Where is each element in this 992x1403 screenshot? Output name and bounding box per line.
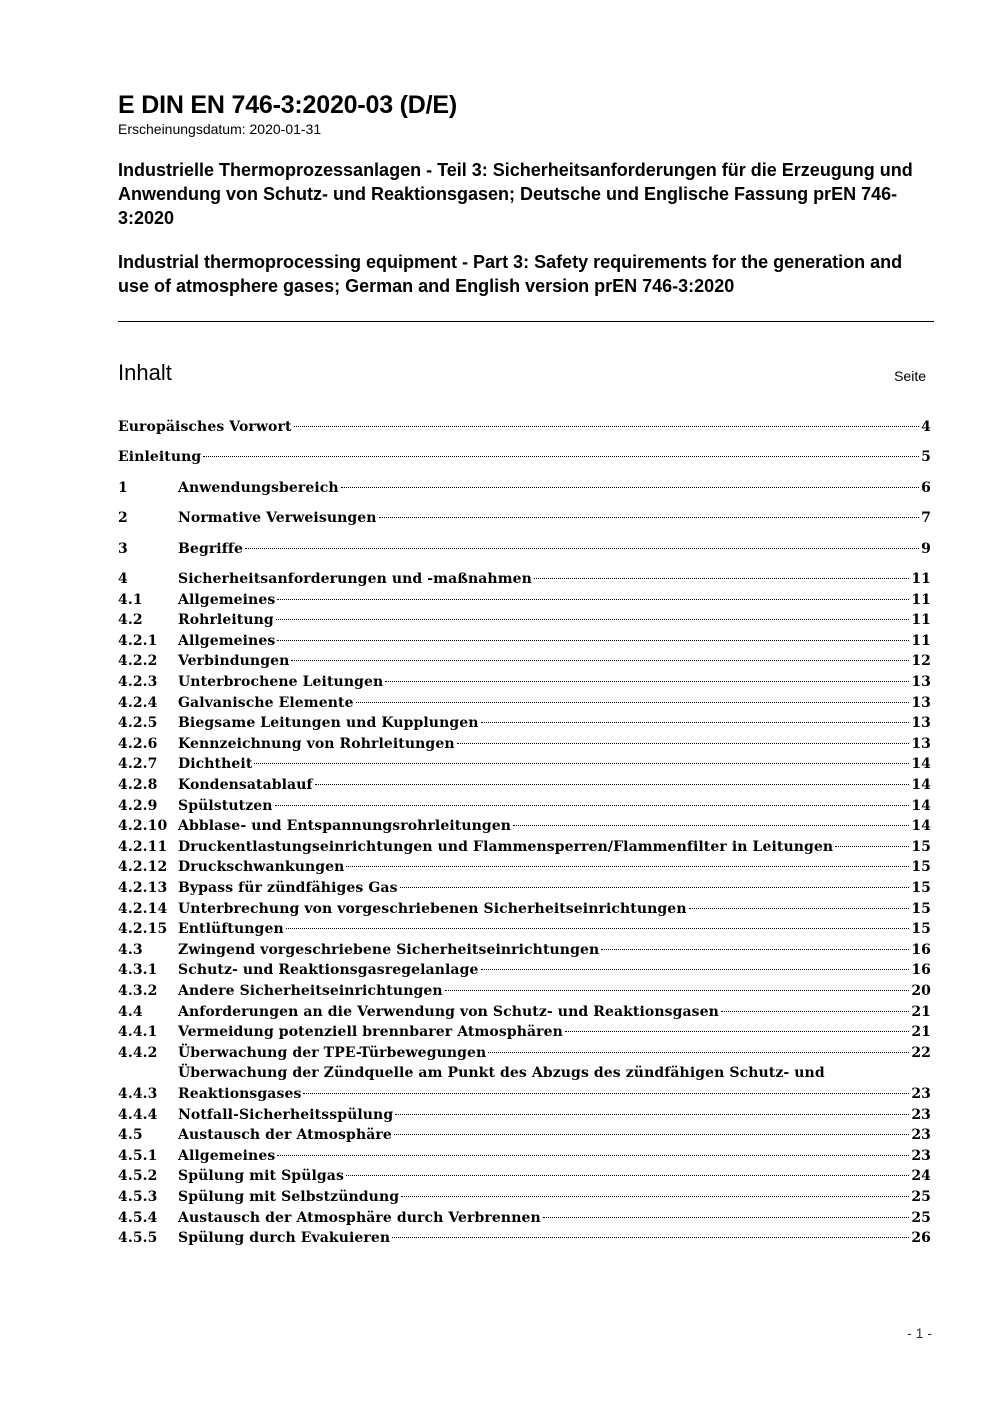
toc-entry-page: 23 xyxy=(911,1106,931,1123)
toc-entry-page: 24 xyxy=(911,1168,931,1185)
toc-entry-page: 25 xyxy=(911,1209,931,1226)
toc-dot-leader xyxy=(721,1011,909,1012)
toc-entry-number: 4.2.4 xyxy=(118,694,158,711)
title-german: Industrielle Thermoprozessanlagen - Teil 3: Sicherheitsanforderungen für die Erzeugung und Anwendung von Schutz- und Reaktionsgasen; Deutsche und Englische Fassung prEN 746-3:2020 xyxy=(118,160,913,228)
toc-entry[interactable] xyxy=(118,960,931,981)
toc-entry-title: Rohrleitung xyxy=(178,612,274,629)
toc-entry-number: 4.2 xyxy=(118,612,143,629)
toc-entry[interactable] xyxy=(118,837,931,858)
toc-dot-leader xyxy=(601,949,909,950)
toc-entry-number: 4.5 xyxy=(118,1127,143,1144)
toc-entry-number: 4.4.4 xyxy=(118,1106,158,1123)
toc-entry-page: 13 xyxy=(911,674,931,690)
toc-entry[interactable] xyxy=(118,1022,931,1043)
toc-entry[interactable] xyxy=(118,1002,931,1023)
toc-dot-leader xyxy=(513,825,909,826)
toc-entry-page: 13 xyxy=(911,735,931,752)
toc-entry-number: 4.2.12 xyxy=(118,859,168,876)
toc-entry-number: 4.4.1 xyxy=(118,1024,158,1041)
toc-entry-page: 23 xyxy=(911,1127,931,1144)
toc-entry-title: Allgemeines xyxy=(178,591,276,608)
toc-dot-leader xyxy=(245,548,919,549)
toc-dot-leader xyxy=(689,908,910,909)
toc-dot-leader xyxy=(481,969,910,970)
toc-entry-page: 25 xyxy=(911,1189,931,1205)
toc-entry-page: 15 xyxy=(911,859,931,876)
toc-entry-page: 21 xyxy=(911,1003,931,1020)
toc-entry-title: Abblase- und Entspannungsrohrleitungen xyxy=(178,818,512,835)
toc-dot-leader xyxy=(401,1196,909,1197)
toc-entry[interactable] xyxy=(118,1125,931,1146)
toc-entry-title: Vermeidung potenziell brennbarer Atmosphären xyxy=(178,1024,563,1041)
toc-entry-title: Allgemeines xyxy=(178,1147,276,1164)
toc-entry-number: 4.5.1 xyxy=(118,1147,158,1164)
toc-entry-number: 4.4.2 xyxy=(118,1044,158,1061)
title-divider xyxy=(118,321,934,322)
toc-entry-page: 5 xyxy=(921,449,931,466)
toc-entry[interactable] xyxy=(118,857,931,878)
toc-entry-page: 15 xyxy=(911,838,931,855)
toc-entry-number: 4.5.5 xyxy=(118,1230,158,1247)
toc-entry-number: 4.3.1 xyxy=(118,962,158,979)
toc-dot-leader xyxy=(565,1031,909,1032)
toc-dot-leader xyxy=(379,517,920,518)
toc-entry[interactable] xyxy=(118,447,931,468)
toc-entry-number: 1 xyxy=(118,479,128,496)
toc-entry[interactable] xyxy=(118,417,931,438)
toc-entry[interactable] xyxy=(118,631,931,652)
toc-entry-number: 4 xyxy=(118,571,128,587)
toc-dot-leader xyxy=(286,928,910,929)
toc-dot-leader xyxy=(481,722,910,723)
toc-dot-leader xyxy=(254,763,909,764)
toc-dot-leader xyxy=(356,702,910,703)
toc-entry[interactable] xyxy=(118,1043,931,1064)
toc-entry-number: 4.5.4 xyxy=(118,1209,158,1226)
toc-entry-page: 15 xyxy=(911,921,931,938)
toc-heading: Inhalt xyxy=(118,360,172,385)
toc-entry[interactable] xyxy=(118,1146,931,1167)
toc-entry-title: Unterbrechung von vorgeschriebenen Sicherheitseinrichtungen xyxy=(178,900,687,917)
toc-entry[interactable] xyxy=(118,610,931,631)
toc-entry-number: 4.2.5 xyxy=(118,715,158,732)
toc-entry-page: 9 xyxy=(921,540,931,557)
toc-entry-number: 4.2.3 xyxy=(118,674,158,690)
toc-entry[interactable] xyxy=(118,878,931,899)
toc-entry-number: 4.5.2 xyxy=(118,1168,158,1185)
toc-entry[interactable] xyxy=(118,713,931,734)
toc-entry[interactable] xyxy=(118,590,931,611)
toc-dot-leader xyxy=(276,619,910,620)
toc-entry-page: 4 xyxy=(921,419,931,435)
toc-dot-leader xyxy=(395,1114,909,1115)
toc-entry-number: 4.2.11 xyxy=(118,838,168,855)
toc-entry-page: 23 xyxy=(911,1085,931,1102)
toc-dot-leader xyxy=(400,887,910,888)
toc-dot-leader xyxy=(277,599,909,600)
toc-entry-page: 20 xyxy=(911,983,931,999)
toc-entry-page: 21 xyxy=(911,1024,931,1041)
toc-entry-title: Austausch der Atmosphäre durch Verbrennen xyxy=(178,1209,541,1226)
document-id: E DIN EN 746-3:2020-03 (D/E) xyxy=(118,91,457,119)
toc-entry-number: 3 xyxy=(118,540,128,557)
toc-page-column-label: Seite xyxy=(894,368,926,384)
toc-entry-title: Anforderungen an die Verwendung von Schutz- und Reaktionsgasen xyxy=(178,1003,719,1020)
toc-entry-number: 4.2.2 xyxy=(118,653,158,670)
toc-dot-leader xyxy=(294,426,920,427)
toc-entry-number: 4.3 xyxy=(118,941,143,958)
title-english: Industrial thermoprocessing equipment - Part 3: Safety requirements for the generation and use of atmosphere gases; German and English version prEN 746-3:2020 xyxy=(118,252,903,296)
toc-entry-page: 23 xyxy=(911,1147,931,1164)
toc-entry-title: Begriffe xyxy=(178,540,243,557)
toc-dot-leader xyxy=(488,1052,909,1053)
toc-entry-title-continued: Reaktionsgases xyxy=(178,1085,302,1102)
toc-entry-number: 4.3.2 xyxy=(118,983,158,999)
toc-entry-page: 11 xyxy=(911,591,931,608)
toc-entry-title: Spülung mit Spülgas xyxy=(178,1168,344,1185)
toc-entry[interactable] xyxy=(118,672,931,693)
toc-entry[interactable] xyxy=(118,1166,931,1187)
toc-entry-title: Austausch der Atmosphäre xyxy=(178,1127,392,1144)
toc-entry-number: 4.2.1 xyxy=(118,632,158,649)
toc-entry-title: Spülung mit Selbstzündung xyxy=(178,1189,400,1205)
toc-dot-leader xyxy=(346,1175,909,1176)
toc-dot-leader xyxy=(457,743,910,744)
toc-entry-number: 2 xyxy=(118,510,128,527)
toc-entry[interactable] xyxy=(118,940,931,961)
toc-entry-page: 13 xyxy=(911,694,931,711)
toc-entry[interactable] xyxy=(118,1228,931,1249)
toc-entry-title: Sicherheitsanforderungen und -maßnahmen xyxy=(178,571,532,587)
toc-entry-page: 14 xyxy=(911,756,931,773)
toc-dot-leader xyxy=(445,990,910,991)
toc-entry-title: Überwachung der TPE-Türbewegungen xyxy=(178,1044,487,1061)
toc-entry[interactable] xyxy=(118,734,931,755)
toc-dot-leader xyxy=(385,681,909,682)
toc-entry[interactable] xyxy=(118,775,931,796)
toc-entry-page: 14 xyxy=(911,777,931,793)
toc-dot-leader xyxy=(203,456,919,457)
toc-dot-leader xyxy=(277,640,909,641)
toc-entry-page: 26 xyxy=(911,1230,931,1247)
toc-entry-title: Unterbrochene Leitungen xyxy=(178,674,384,690)
toc-entry-title: Dichtheit xyxy=(178,756,253,773)
toc-entry[interactable] xyxy=(118,816,931,837)
toc-entry-title: Spülstutzen xyxy=(178,797,273,814)
toc-entry[interactable] xyxy=(118,508,931,529)
toc-dot-leader xyxy=(341,487,919,488)
toc-entry-title: Biegsame Leitungen und Kupplungen xyxy=(178,715,479,732)
toc-entry-number: 4.2.10 xyxy=(118,818,168,835)
toc-entry[interactable] xyxy=(118,899,931,920)
toc-entry-title: Einleitung xyxy=(118,449,202,466)
toc-entry-page: 16 xyxy=(911,941,931,958)
toc-entry-page: 7 xyxy=(921,510,931,527)
toc-entry-title: Druckentlastungseinrichtungen und Flammensperren/Flammenfilter in Leitungen xyxy=(178,838,834,855)
page-number: - 1 - xyxy=(907,1325,932,1341)
toc-entry-page: 12 xyxy=(911,653,931,670)
toc-dot-leader xyxy=(534,578,909,579)
toc-entry-number: 4.5.3 xyxy=(118,1189,158,1205)
toc-entry-page: 14 xyxy=(911,818,931,835)
toc-entry-number: 4.2.9 xyxy=(118,797,158,814)
toc-entry-page: 11 xyxy=(911,571,931,587)
toc-dot-leader xyxy=(543,1217,910,1218)
toc-entry-title: Druckschwankungen xyxy=(178,859,345,876)
toc-entry-page: 11 xyxy=(911,612,931,629)
toc-entry-page: 15 xyxy=(911,880,931,896)
toc-entry-number: 4.4.3 xyxy=(118,1085,158,1102)
toc-entry-page: 13 xyxy=(911,715,931,732)
toc-dot-leader xyxy=(394,1134,909,1135)
toc-dot-leader xyxy=(277,1155,909,1156)
toc-entry-number: 4.4 xyxy=(118,1003,143,1020)
toc-entry[interactable] xyxy=(118,569,931,590)
toc-entry-title: Galvanische Elemente xyxy=(178,694,354,711)
toc-entry-title: Kennzeichnung von Rohrleitungen xyxy=(178,735,455,752)
toc-entry-title: Spülung durch Evakuieren xyxy=(178,1230,391,1247)
toc-entry[interactable] xyxy=(118,796,931,817)
toc-dot-leader xyxy=(291,660,909,661)
toc-entry-title: Allgemeines xyxy=(178,632,276,649)
toc-entry-title: Bypass für zündfähiges Gas xyxy=(178,880,398,896)
toc-entry-title: Schutz- und Reaktionsgasregelanlage xyxy=(178,962,479,979)
toc-dot-leader xyxy=(315,784,910,785)
toc-dot-leader xyxy=(303,1093,909,1094)
toc-entry[interactable] xyxy=(118,478,931,499)
toc-dot-leader xyxy=(275,805,910,806)
toc-entry[interactable] xyxy=(118,1105,931,1126)
toc-entry-title: Entlüftungen xyxy=(178,921,284,938)
toc-dot-leader xyxy=(346,866,909,867)
toc-dot-leader xyxy=(835,846,909,847)
toc-entry-number: 4.2.13 xyxy=(118,880,168,896)
toc-entry-page: 22 xyxy=(911,1044,931,1061)
toc-entry[interactable] xyxy=(118,539,931,560)
toc-entry-title: Europäisches Vorwort xyxy=(118,419,292,435)
toc-entry[interactable] xyxy=(118,693,931,714)
publication-date: Erscheinungsdatum: 2020-01-31 xyxy=(118,121,322,137)
toc-entry[interactable] xyxy=(118,981,931,1002)
toc-entry-page: 6 xyxy=(921,479,931,496)
toc-entry[interactable] xyxy=(118,919,931,940)
toc-entry-title: Verbindungen xyxy=(178,653,290,670)
toc-entry-number: 4.2.14 xyxy=(118,900,168,917)
toc-entry[interactable] xyxy=(118,754,931,775)
toc-entry-title: Kondensatablauf xyxy=(178,777,313,793)
toc-entry-page: 14 xyxy=(911,797,931,814)
toc-entry-number: 4.1 xyxy=(118,591,143,608)
toc-entry-title: Überwachung der Zündquelle am Punkt des Abzugs des zündfähigen Schutz- und xyxy=(178,1065,825,1082)
toc-entry-page: 11 xyxy=(911,632,931,649)
toc-entry-number: 4.2.8 xyxy=(118,777,158,793)
toc-entry-number: 4.2.15 xyxy=(118,921,168,938)
toc-entry-number: 4.2.6 xyxy=(118,735,158,752)
toc-entry-title: Normative Verweisungen xyxy=(178,510,377,527)
toc-entry-page: 16 xyxy=(911,962,931,979)
toc-entry-page: 15 xyxy=(911,900,931,917)
toc-entry-title: Andere Sicherheitseinrichtungen xyxy=(178,983,443,999)
toc-entry-title: Zwingend vorgeschriebene Sicherheitseinrichtungen xyxy=(178,941,600,958)
toc-entry-title: Anwendungsbereich xyxy=(178,479,339,496)
toc-entry[interactable] xyxy=(118,1063,931,1104)
toc-entry[interactable] xyxy=(118,651,931,672)
toc-dot-leader xyxy=(392,1237,909,1238)
toc-entry[interactable] xyxy=(118,1208,931,1229)
toc-entry[interactable] xyxy=(118,1187,931,1208)
toc-entry-title: Notfall-Sicherheitsspülung xyxy=(178,1106,394,1123)
toc-entry-number: 4.2.7 xyxy=(118,756,158,773)
